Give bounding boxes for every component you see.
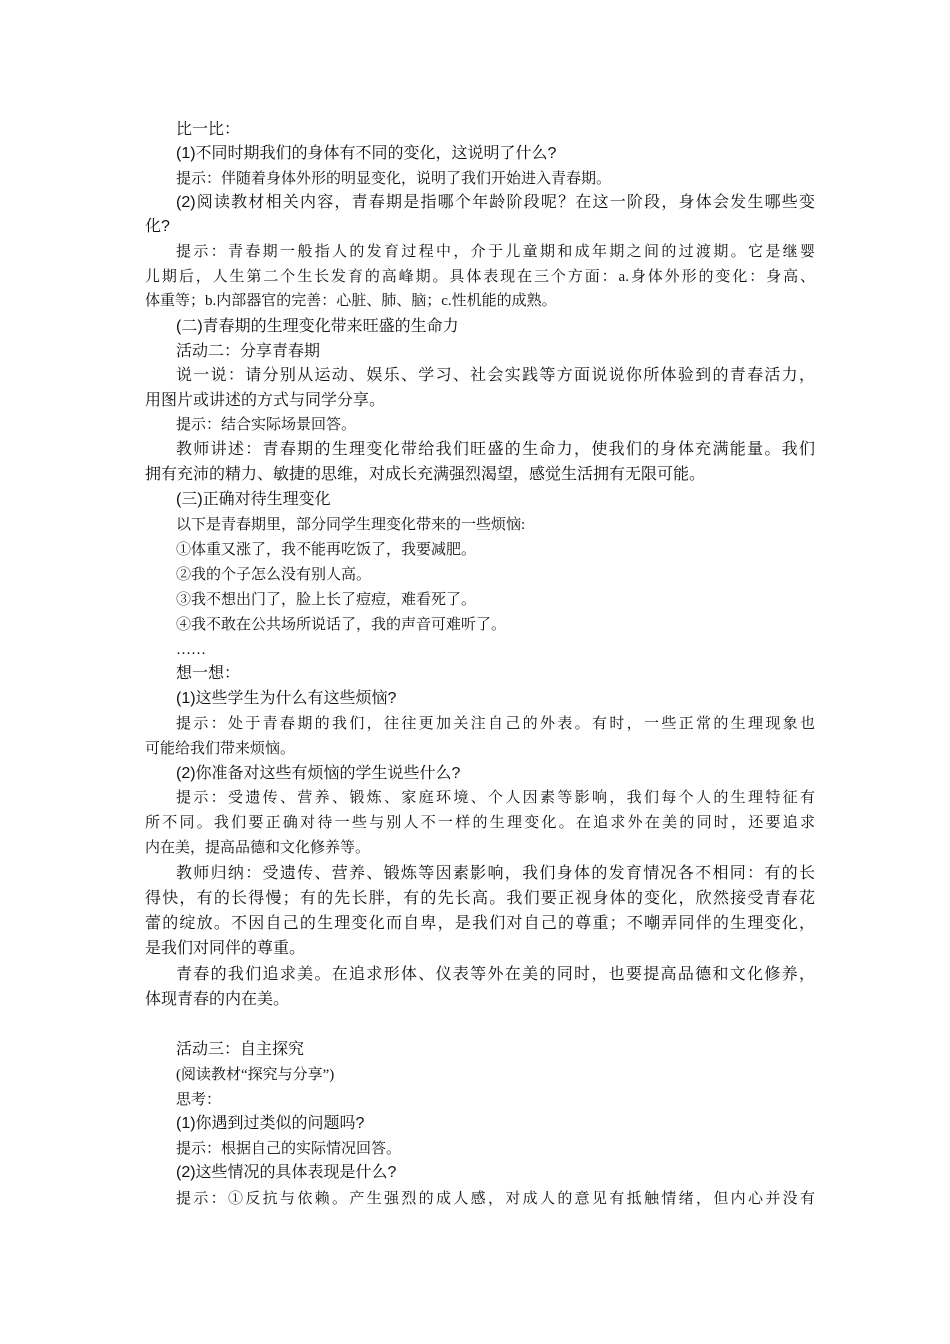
worry-item-4: ④我不敢在公共场所说话了，我的声音可难听了。 <box>176 617 507 633</box>
beauty-paragraph-line1: 青春的我们追求美。在追求形体、仪表等外在美的同时，也要提高品德和文化修养， <box>176 966 815 983</box>
reflect-hint-2: 提示：①反抗与依赖。产生强烈的成人感，对成人的意见有抵触情绪，但内心并没有 <box>176 1191 815 1207</box>
teacher-talk-line2: 拥有充沛的精力、敏捷的思维，对成长充满强烈渴望，感觉生活拥有无限可能。 <box>145 466 706 483</box>
question-1: (1)不同时期我们的身体有不同的变化，这说明了什么? <box>176 145 557 162</box>
section-2-heading: (二)青春期的生理变化带来旺盛的生命力 <box>176 318 459 335</box>
hint-2-line2: 儿期后，人生第二个生长发育的高峰期。具体表现在三个方面：a.身体外形的变化：身高、 <box>145 269 815 285</box>
think-question-2: (2)你准备对这些有烦恼的学生说些什么? <box>176 765 461 782</box>
think-hint-2-line3: 内在美，提高品德和文化修养等。 <box>145 840 371 856</box>
worry-item-1: ①体重又涨了，我不能再吃饭了，我要减肥。 <box>176 542 477 558</box>
reflect-question-2: (2)这些情况的具体表现是什么? <box>176 1164 397 1181</box>
activity-2-heading: 活动二：分享青春期 <box>176 343 321 360</box>
think-hint-2-line2: 所不同。我们要正确对待一些与别人不一样的生理变化。在追求外在美的同时，还要追求 <box>145 815 815 831</box>
teacher-summary-line1: 教师归纳：受遗传、营养、锻炼等因素影响，我们身体的发育情况各不相同：有的长 <box>176 865 815 882</box>
question-2-line1: (2)阅读教材相关内容，青春期是指哪个年龄阶段呢？在这一阶段，身体会发生哪些变 <box>176 194 815 211</box>
hint-2-line1: 提示：青春期一般指人的发育过程中，介于儿童期和成年期之间的过渡期。它是继婴 <box>176 244 815 260</box>
teacher-summary-line4: 是我们对同伴的尊重。 <box>145 940 306 957</box>
heading-compare: 比一比： <box>176 121 241 138</box>
teacher-summary-line3: 蕾的绽放。不因自己的生理变化而自卑，是我们对自己的尊重；不嘲弄同伴的生理变化， <box>145 915 815 932</box>
question-2-line2: 化? <box>145 218 170 235</box>
reflect-question-1: (1)你遇到过类似的问题吗? <box>176 1115 365 1132</box>
think-hint-1-line1: 提示：处于青春期的我们，往往更加关注自己的外表。有时，一些正常的生理现象也 <box>176 716 815 732</box>
activity-3-heading: 活动三：自主探究 <box>176 1041 305 1058</box>
say-prompt-line1: 说一说：请分别从运动、娱乐、学习、社会实践等方面说说你所体验到的青春活力， <box>176 367 815 384</box>
reflect-hint-1: 提示：根据自己的实际情况回答。 <box>176 1141 402 1157</box>
teacher-talk-line1: 教师讲述：青春期的生理变化带给我们旺盛的生命力，使我们的身体充满能量。我们 <box>176 441 815 458</box>
read-textbook-note: (阅读教材“探究与分享”) <box>176 1067 335 1083</box>
think-heading: 想一想： <box>176 665 241 682</box>
say-prompt-line2: 用图片或讲述的方式与同学分享。 <box>145 392 386 409</box>
think-question-1: (1)这些学生为什么有这些烦恼? <box>176 690 397 707</box>
reflect-heading: 思考： <box>176 1092 222 1108</box>
teacher-summary-line2: 得快，有的长得慢；有的先长胖，有的先长高。我们要正视身体的变化，欣然接受青春花 <box>145 890 815 907</box>
worry-item-3: ③我不想出门了，脸上长了痘痘，难看死了。 <box>176 592 477 608</box>
hint-2-line3: 体重等；b.内部器官的完善：心脏、肺、脑；c.性机能的成熟。 <box>145 293 557 309</box>
think-hint-2-line1: 提示：受遗传、营养、锻炼、家庭环境、个人因素等影响，我们每个人的生理特征有 <box>176 790 815 806</box>
hint-1: 提示：伴随着身体外形的明显变化，说明了我们开始进入青春期。 <box>176 171 612 187</box>
hint-3: 提示：结合实际场景回答。 <box>176 417 357 433</box>
section-3-heading: (三)正确对待生理变化 <box>176 491 331 508</box>
worries-intro: 以下是青春期里，部分同学生理变化带来的一些烦恼: <box>176 517 526 533</box>
think-hint-1-line2: 可能给我们带来烦恼。 <box>145 741 296 757</box>
beauty-paragraph-line2: 体现青春的内在美。 <box>145 991 290 1008</box>
ellipsis: …… <box>176 642 206 658</box>
worry-item-2: ②我的个子怎么没有别人高。 <box>176 567 372 583</box>
